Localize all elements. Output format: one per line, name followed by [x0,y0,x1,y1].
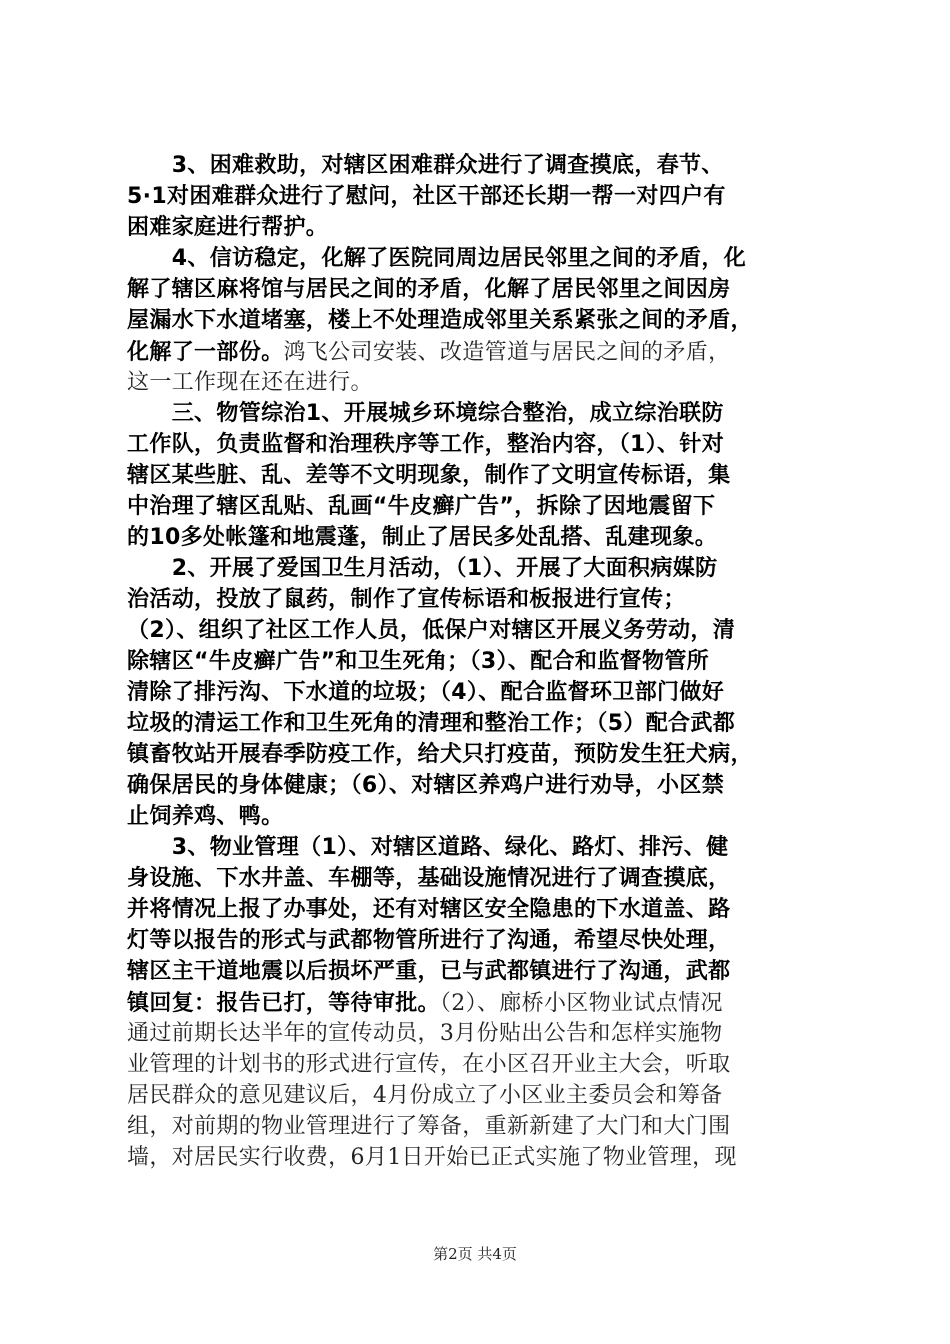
text-line: 垃圾的清运工作和卫生死角的清理和整治工作；（5）配合武都 [127,711,736,736]
text-line: 镇畜牧站开展春季防疫工作，给犬只打疫苗，预防发生狂犬病， [127,742,753,767]
text-line: 治活动，投放了鼠药，制作了宣传标语和板报进行宣传； [127,587,686,612]
text-segment: 镇回复：报告已打，等待审批。 [127,991,440,1016]
text-line: 身设施、下水井盖、车棚等，基础设施情况进行了调查摸底， [127,866,731,891]
text-line: 解了辖区麻将馆与居民之间的矛盾，化解了居民邻里之间因房 [127,277,731,302]
text-line: 工作队，负责监督和治理秩序等工作，整治内容，（1）、针对 [127,432,725,457]
text-line: 2、开展了爱国卫生月活动，（1）、开展了大面积病媒防 [127,556,718,581]
text-segment: （2）、廊桥小区物业试点情况 [439,991,723,1016]
text-line: 4、信访稳定，化解了医院同周边居民邻里之间的矛盾，化 [127,246,747,271]
text-line: 3、困难救助，对辖区困难群众进行了调查摸底，春节、 [127,153,724,178]
text-line: （2）、组织了社区工作人员，低保户对辖区开展义务劳动，清 [127,618,736,643]
document-body [127,150,837,1173]
text-line: 三、物管综治1、开展城乡环境综合整治，成立综治联防 [127,401,724,426]
text-line: 困难家庭进行帮护。 [127,215,329,240]
text-line: 屋漏水下水道堵塞，楼上不处理造成邻里关系紧张之间的矛盾， [127,308,753,333]
text-line: 确保居民的身体健康；（6）、对辖区养鸡户进行劝导，小区禁 [127,773,725,798]
page-number-footer: 第2页 共4页 [433,1245,517,1263]
text-line: 墙，对居民实行收费，6月1日开始已正式实施了物业管理，现 [127,1145,737,1170]
text-line: 3、物业管理（1）、对辖区道路、绿化、路灯、排污、健 [127,835,729,860]
text-line: 辖区主干道地震以后损坏严重，已与武都镇进行了沟通，武都 [127,959,731,984]
text-line: 居民群众的意见建议后，4月份成立了小区业主委员会和筹备 [127,1083,723,1108]
text-line: 通过前期长达半年的宣传动员，3月份贴出公告和怎样实施物 [127,1021,723,1046]
text-segment: 化解了一部份。 [127,340,284,365]
text-line: 中治理了辖区乱贴、乱画“牛皮癣广告”，拆除了因地震留下 [127,494,716,519]
text-line: 业管理的计划书的形式进行宣传，在小区召开业主大会，听取 [127,1052,731,1077]
text-line: 止饲养鸡、鸭。 [127,804,284,829]
text-line: 组，对前期的物业管理进行了筹备，重新新建了大门和大门围 [127,1114,731,1139]
text-line-mixed [127,336,837,367]
text-line-mixed [127,987,837,1018]
text-line: 辖区某些脏、乱、差等不文明现象，制作了文明宣传标语，集 [127,463,731,488]
text-line: 的10多处帐篷和地震蓬，制止了居民多处乱搭、乱建现象。 [127,525,718,550]
text-line: 这一工作现在还在进行。 [127,370,373,395]
text-line: 灯等以报告的形式与武都物管所进行了沟通，希望尽快处理， [127,928,731,953]
text-line: 除辖区“牛皮癣广告”和卫生死角；（3）、配合和监督物管所 [127,649,710,674]
text-segment: 鸿飞公司安装、改造管道与居民之间的矛盾， [283,340,731,365]
text-line: 清除了排污沟、下水道的垃圾；（4）、配合监督环卫部门做好 [127,680,725,705]
text-line: 5·1对困难群众进行了慰问，社区干部还长期一帮一对四户有 [127,184,726,209]
text-line: 并将情况上报了办事处，还有对辖区安全隐患的下水道盖、路 [127,897,731,922]
